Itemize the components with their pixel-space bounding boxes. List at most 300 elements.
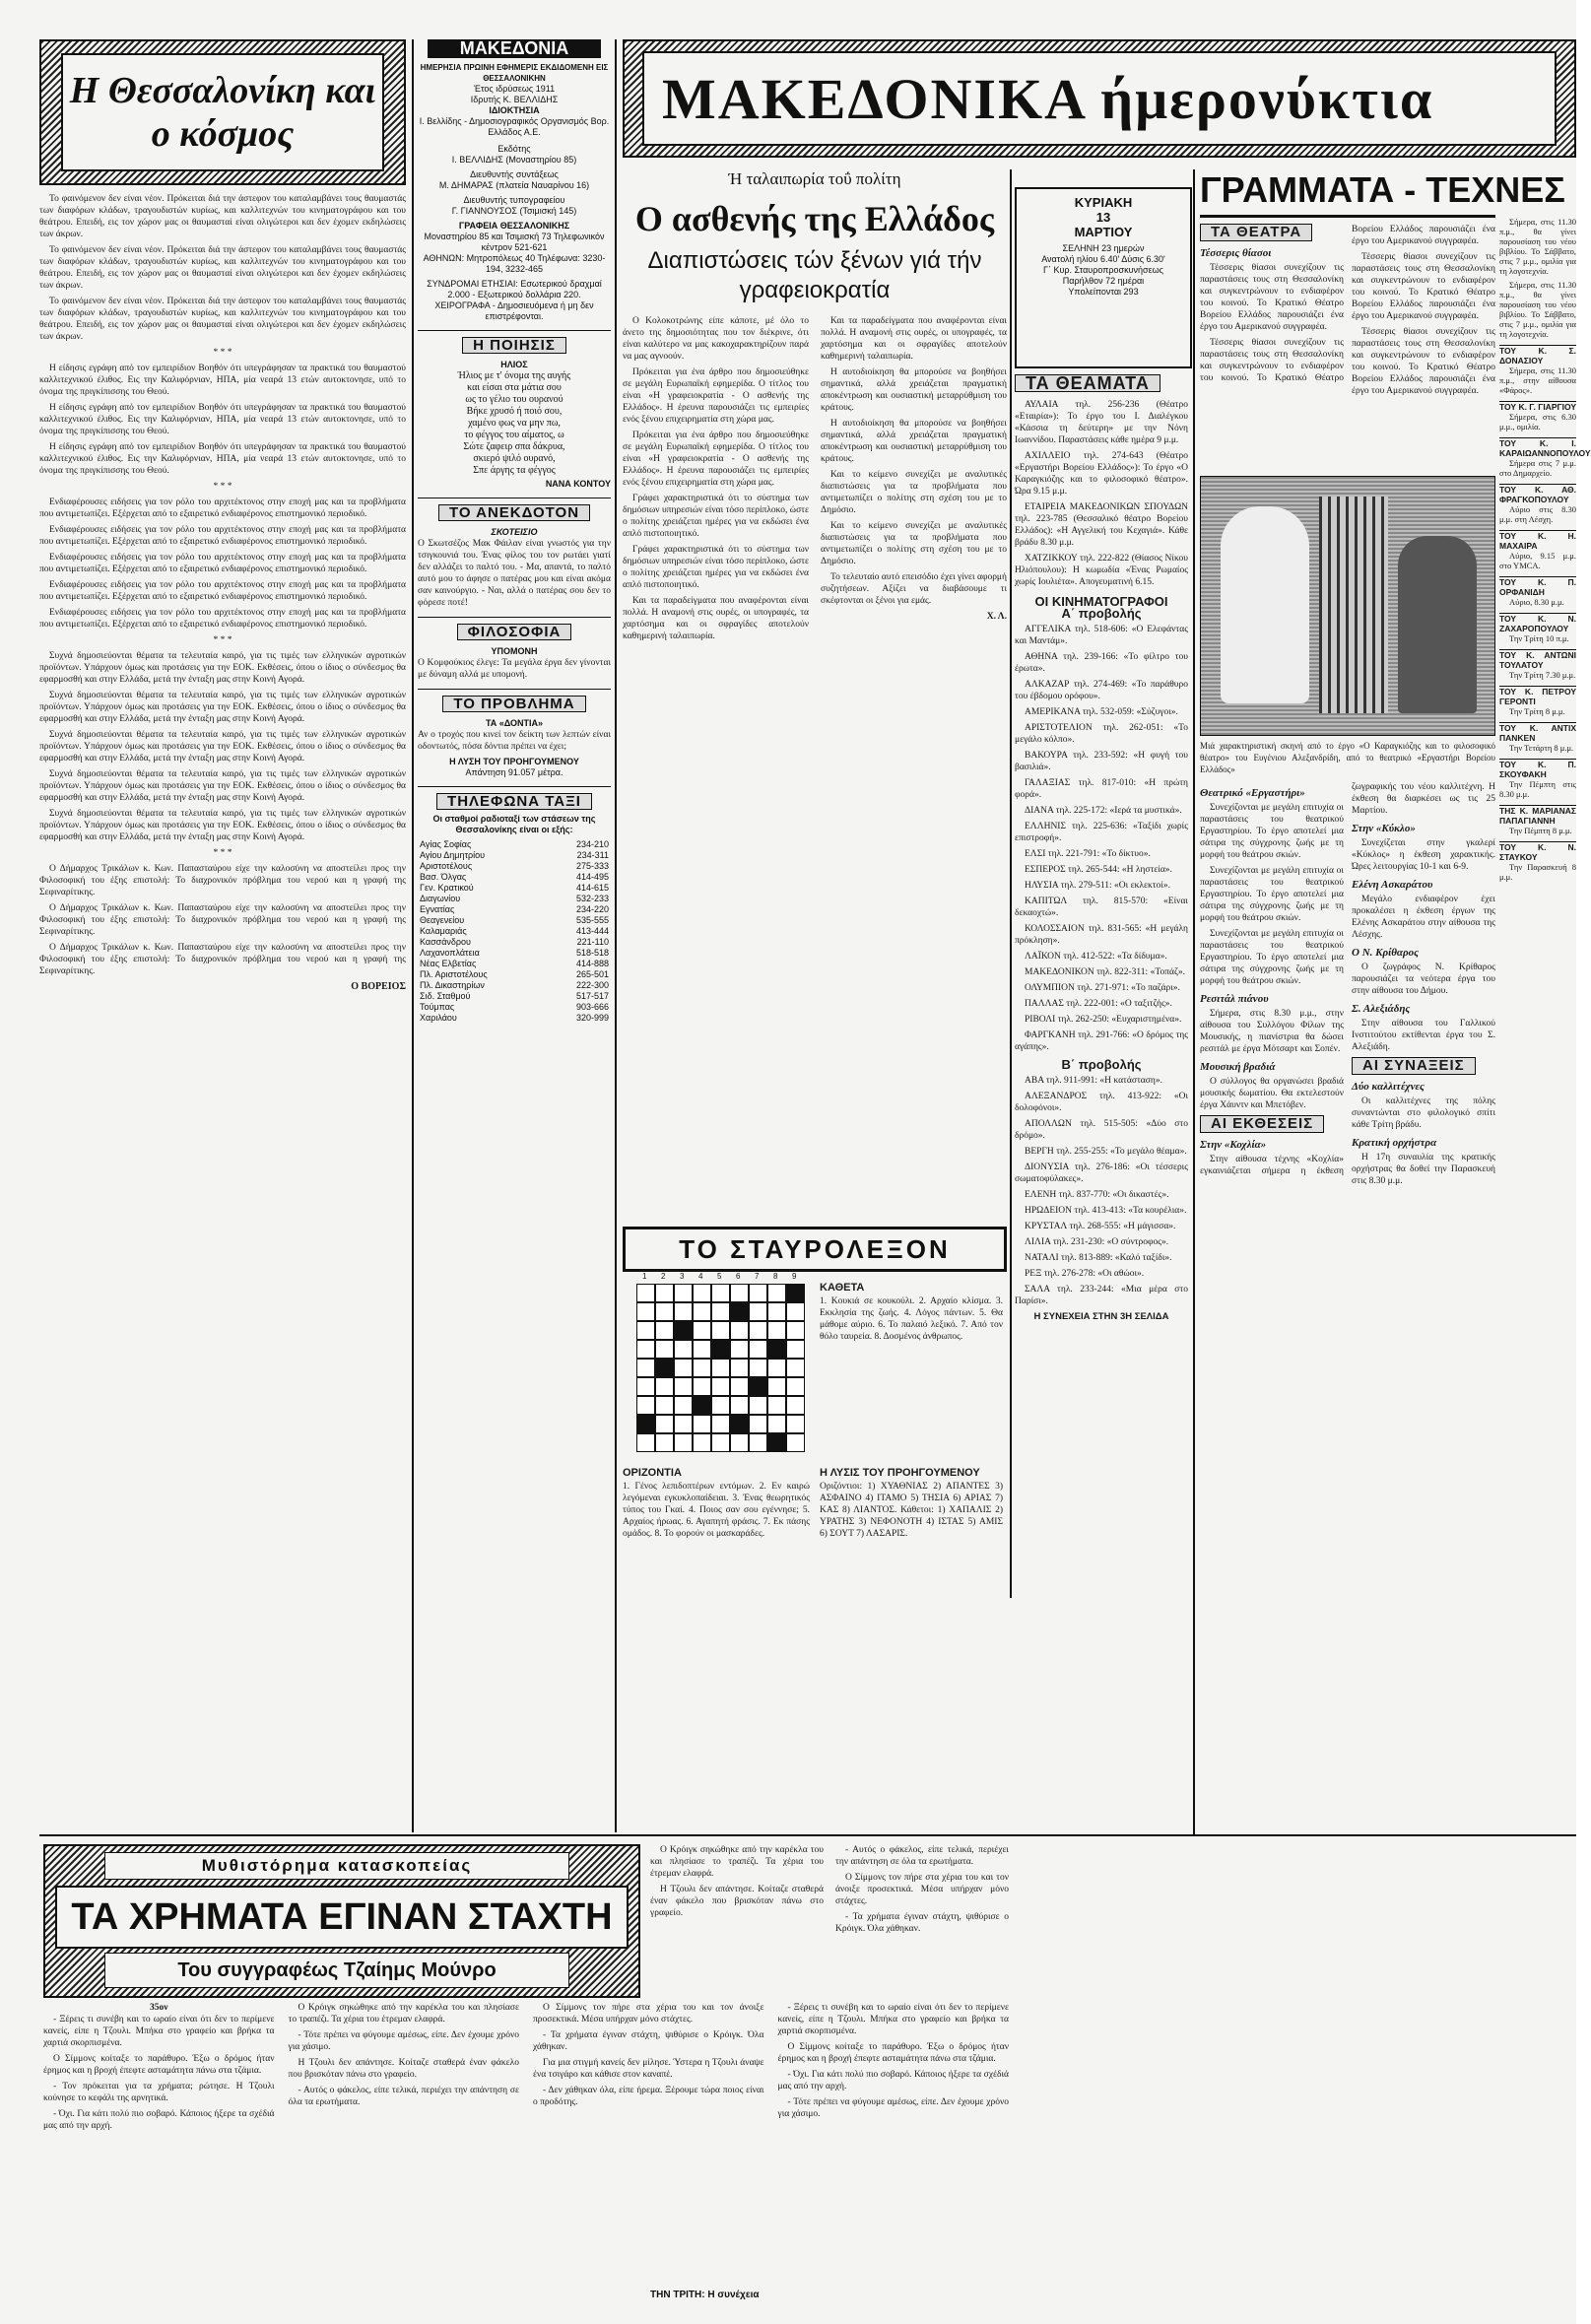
left-paragraph: Ο Δήμαρχος Τρικάλων κ. Κων. Παπασταύρου είχε την καλοσύνη να αποστείλει προς την Φιλοσοφική του έξης επιστολή: Το διαχρονικόν πρόβλημα του νερού και η γραφή της Σεφιναρίτικης.	[39, 903, 406, 937]
gath2-text: Η 17η συναυλία της κρατικής ορχήστρας θα δοθεί την Παρασκευή στις 8.30 μ.μ.	[1352, 1153, 1495, 1186]
feature-paragraph: Και τα παραδείγματα που αναφέρονται είναι πολλά. Η αναμονή στις ουρές, οι υπογραφές, τα χαρτόσημα και οι σφραγίδες αποτελούν καθημερινή ταλαιπωρία.	[821, 316, 1007, 362]
serial-paragraph: - Ξέρεις τι συνέβη και το ωραίο είναι ότι δεν το περίμενε κανείς, είπε η Τζουλι. Μπήκα στο γραφείο και βρήκα τα χαρτιά σκορπισμένα.	[777, 2003, 1009, 2036]
lecture-text: Αύριο, 9.15 μ.μ. στο ΥΜCA.	[1499, 551, 1576, 570]
cinema-entry: ΡΕΞ τηλ. 276-278: «Οι αθώοι».	[1025, 1269, 1145, 1279]
crossword-cell[interactable]	[693, 1359, 711, 1377]
phone-station: Εγνατίας	[420, 904, 455, 914]
crossword-cell[interactable]	[711, 1359, 730, 1377]
crossword-cell[interactable]	[693, 1284, 711, 1302]
crossword-cell[interactable]	[711, 1377, 730, 1396]
crossword-cell[interactable]	[711, 1433, 730, 1452]
phone-number: 234-210	[575, 839, 609, 849]
cinema-entry: ΕΛΣΙ τηλ. 221-791: «Το δίκτυο».	[1025, 849, 1151, 859]
crossword-cell[interactable]	[693, 1377, 711, 1396]
masthead-logo	[428, 39, 601, 58]
crossword-cell[interactable]	[636, 1284, 655, 1302]
serial-paragraph: Ο Σίμμονς κοίταξε το παράθυρο. Έξω ο δρόμος ήταν έρημος και η βροχή έπεφτε ασταμάτητα πάνω στα τζάμια.	[43, 2054, 275, 2076]
crossword-cell[interactable]	[655, 1284, 674, 1302]
feature-headline: Ο ασθενής της Ελλάδος	[634, 199, 995, 238]
crossword-cell[interactable]	[711, 1415, 730, 1433]
lecture-text: Σήμερα, στις 6.30 μ.μ., ομιλία.	[1499, 412, 1576, 432]
serial-paragraph: Ο Κρόιγκ σηκώθηκε από την καρέκλα του και πλησίασε το τραπέζι. Τα χέρια του έτρεμαν ελαφρά.	[650, 1845, 824, 1879]
crossword-cell[interactable]	[767, 1396, 786, 1415]
feature-paragraph: Η αυτοδιοίκηση θα μπορούσε να βοηθήσει σημαντικά, αλλά χρειάζεται πραγματική αποκέντρωση και ουσιαστική μεταρρύθμιση του κράτους.	[821, 367, 1007, 413]
crossword-cell[interactable]	[674, 1284, 693, 1302]
serial-title: ΤΑ ΧΡΗΜΑΤΑ ΕΓΙΝΑΝ ΣΤΑΧΤΗ	[71, 1895, 613, 1938]
across-title: ΟΡΙΖΟΝΤΙΑ	[623, 1467, 682, 1479]
phone-row	[418, 1013, 611, 1024]
gatherings-section: ΑΙ ΣΥΝΑΞΕΙΣ	[1352, 1057, 1476, 1075]
lecture-title: ΤΟΥ Κ. ΑΝΤΙΧ ΠΑΝΚΕΝ	[1499, 723, 1576, 743]
manuscripts: ΧΕΙΡΟΓΡΑΦΑ - Δημοσιευόμενα ή μη δεν επιστρέφονται.	[434, 300, 594, 321]
cinema-entry: ΗΡΩΔΕΙΟΝ τηλ. 413-413: «Τα κουρέλια».	[1025, 1206, 1187, 1216]
serial-paragraph: - Όχι. Για κάτι πολύ πιο σοβαρό. Κάποιος ήξερε τα σχέδιά μας από την αρχή.	[43, 2109, 275, 2131]
crossword-cell[interactable]	[767, 1415, 786, 1433]
lecture-title: ΤΗΣ Κ. ΜΑΡΙΑΝΑΣ ΠΑΠΑΓΙΑΝΝΗ	[1499, 806, 1576, 826]
crossword-cell[interactable]	[693, 1302, 711, 1321]
prev-solution-title: Η ΛΥΣΙΣ ΤΟΥ ΠΡΟΗΓΟΥΜΕΝΟΥ	[820, 1467, 980, 1479]
editor: Μ. ΔΗΜΑΡΑΣ (πλατεία Ναυαρίνου 16)	[438, 180, 590, 190]
cinema-entry: ΜΑΚΕΔΟΝΙΚΟΝ τηλ. 822-311: «Τοπάζ».	[1025, 967, 1186, 977]
anecdote-title: ΣΚΟΤΕΙΣΙΟ	[491, 527, 538, 537]
feature-paragraph: Και το κείμενο συνεχίζει με αναλυτικές διαπιστώσεις για τα προβλήματα που αντιμετωπίζει ο πολίτης στη σχέση του με το Δημόσιο.	[821, 470, 1007, 515]
cinema-entry: ΑΒΑ τηλ. 911-991: «Η κατάσταση».	[1025, 1076, 1162, 1086]
serial-paragraph: - Τον πρόκειται για τα χρήματα; ρώτησε. Η Τζουλι κούνησε το κεφάλι της αρνητικά.	[43, 2082, 275, 2103]
phone-station: Διαγωνίου	[420, 894, 461, 903]
philosophy-section: ΦΙΛΟΣΟΦΙΑ	[457, 624, 572, 640]
crossword-cell[interactable]	[693, 1340, 711, 1359]
crossword-cell[interactable]	[674, 1433, 693, 1452]
phone-row	[418, 969, 611, 980]
phone-station: Αριστοτέλους	[420, 861, 473, 871]
crossword-cell[interactable]	[674, 1359, 693, 1377]
crossword-cell[interactable]	[767, 1321, 786, 1340]
phone-number: 414-888	[575, 959, 609, 968]
cinema-entry: ΑΡΙΣΤΟΤΕΛΙΟΝ τηλ. 262-051: «Το μεγάλο κόλπο».	[1015, 723, 1188, 745]
crossword-cell[interactable]	[693, 1321, 711, 1340]
lecture-title: ΤΟΥ Κ. Γ. ΓΙΑΡΓΙΟΥ	[1499, 402, 1576, 412]
crossword-cell[interactable]	[655, 1396, 674, 1415]
feature-paragraph: Η αυτοδιοίκηση θα μπορούσε να βοηθήσει σημαντικά, αλλά χρειάζεται πραγματική αποκέντρωση και ουσιαστική μεταρρύθμιση του κράτους.	[821, 419, 1007, 464]
crossword-cell[interactable]	[786, 1359, 805, 1377]
phone-row	[418, 1002, 611, 1013]
phone-row	[418, 850, 611, 861]
left-paragraph: Συχνά δημοσιεύονται θέματα τα τελευταία καιρό, για τις τιμές των ελληνικών αγροτικών προϊόντων. Υπάρχουν όμως και προτάσεις για την ΕΟΚ. Εκθέσεις, όπου ο ίδιος ο σύνδεσμος θα εφαρμοσθή και στην Ελλάδα, μετά την ένταξη μας στην Κοινή Αγορά.	[39, 809, 406, 842]
exh4-title: Ο Ν. Κρίθαρος	[1352, 947, 1420, 959]
crossword-cell[interactable]	[674, 1396, 693, 1415]
cinema-entry: ΛΑΪΚΟΝ τηλ. 412-522: «Τα δίδυμα».	[1025, 952, 1167, 962]
serial-paragraph: - Τότε πρέπει να φύγουμε αμέσως, είπε. Δεν έχουμε χρόνο για χάσιμο.	[288, 2030, 519, 2052]
crossword-cell	[655, 1359, 674, 1377]
theaters-section: ΤΑ ΘΕΑΜΑΤΑ	[1015, 374, 1160, 392]
serial-paragraph: Ο Σίμμονς τον πήρε στα χέρια του και τον άνοιξε προσεκτικά. Μέσα υπήρχαν μόνο στάχτες.	[835, 1873, 1009, 1906]
serial-paragraph: - Τα χρήματα έγιναν στάχτη, ψιθύρισε ο Κρόιγκ. Όλα χάθηκαν.	[533, 2030, 764, 2052]
left-paragraph: Το φαινόμενον δεν είναι νέον. Πρόκειται διά την άστεφον του καταλαμβάνει τους θαυμαστάς των διαφόρων κλάδων, τραγουδιστών κυρίως, και καλλιτεχνών του κινηματογράφου και του θεάτρου. Επειδή, εις τον χώρον μας οι θαυμασταί είναι ολιγώτεροι και δεν έχομεν εκδηλώσεις των άκρων.	[39, 194, 406, 239]
cinema-entry: ΚΑΠΙΤΩΛ τηλ. 815-570: «Είναι δεκαοχτώ».	[1015, 896, 1188, 918]
print: Γ. ΓΙΑΝΝΟΥΣΟΣ (Τσιμισκή 145)	[451, 206, 577, 216]
feature-paragraph: Και το κείμενο συνεχίζει με αναλυτικές διαπιστώσεις για τα προβλήματα που αντιμετωπίζει ο πολίτης στη σχέση του με το Δημόσιο.	[821, 521, 1007, 566]
phone-number: 275-333	[575, 861, 609, 871]
lecture-title: ΤΟΥ Κ. Π. ΣΚΟΥΦΑΚΗ	[1499, 760, 1576, 779]
crossword-cell[interactable]	[749, 1433, 767, 1452]
phone-station: Χαριλάου	[420, 1013, 457, 1023]
lectures-list	[1499, 345, 1591, 882]
poem-line: Σπε άργης τα φέγγος	[473, 465, 556, 476]
left-paragraph: Συχνά δημοσιεύονται θέματα τα τελευταία καιρό, για τις τιμές των ελληνικών αγροτικών προϊόντων. Υπάρχουν όμως και προτάσεις για την ΕΟΚ. Εκθέσεις, όπου ο ίδιος ο σύνδεσμος θα εφαρμοσθή και στην Ελλάδα, μετά την ένταξη μας στην Κοινή Αγορά.	[39, 651, 406, 685]
serial-paragraph: - Αυτός ο φάκελος, είπε τελικά, περιέχει την απάντηση σε όλα τα ερωτήματα.	[835, 1845, 1009, 1867]
date-month: ΜΑΡΤΙΟΥ	[1074, 225, 1133, 239]
problem-text: Αν ο τροχός που κινεί τον δείκτη των λεπτών είναι οδοντωτός, πόσα δόντια πρέπει να έχει;	[418, 730, 611, 752]
crossword-cell[interactable]	[730, 1433, 749, 1452]
cinema-entry: ΛΙΛΙΑ τηλ. 231-230: «Ο σύντροφος».	[1025, 1237, 1169, 1247]
stage-photo	[1200, 476, 1495, 736]
crossword-cell[interactable]	[655, 1340, 674, 1359]
cinema-entry: ΒΕΡΓΗ τηλ. 255-255: «Το μεγάλο θέαμα».	[1025, 1147, 1187, 1157]
theatres-text: Τέσσερις θίασοι συνεχίζουν τις παραστάσεις τους στη Θεσσαλονίκη και συγκεντρώνουν το ενδιαφέρον του κοινού. Το Κρατικό Θέατρο Βορείου Ελλάδος παρουσιάζει ένα έργο του Αμερικανού συγγραφέα.	[1200, 225, 1495, 383]
crossword-cell[interactable]	[674, 1377, 693, 1396]
exh4-text: Ο ζωγράφος Ν. Κρίθαρος παρουσιάζει τα νεότερα έργα του στην αίθουσα του Δήμου.	[1352, 963, 1495, 996]
crossword-column-number: 4	[698, 1272, 703, 1281]
phone-number: 413-444	[575, 926, 609, 936]
crossword-cell[interactable]	[693, 1415, 711, 1433]
crossword-cell[interactable]	[655, 1377, 674, 1396]
far-right-column	[1499, 217, 1591, 1832]
theater-entry: ΧΑΤΖΙΚΚΟΥ τηλ. 222-822 (Θίασος Νίκου Ηλιόπουλου): Η κωμωδία «Ένας Ρωμαίος χωρίς Ιουλιέτα». Απογευματινή 6.15.	[1015, 554, 1188, 587]
cinema-entry: ΑΜΕΡΙΚΑΝΑ τηλ. 532-059: «Σύζυγοι».	[1025, 707, 1178, 717]
crossword-cell	[767, 1340, 786, 1359]
phones-table	[418, 839, 611, 1024]
crossword-cell[interactable]	[674, 1302, 693, 1321]
crossword-column-number: 7	[755, 1272, 760, 1281]
crossword-cell[interactable]	[730, 1321, 749, 1340]
serial-paragraph: Ο Σίμμονς τον πήρε στα χέρια του και τον άνοιξε προσεκτικά. Μέσα υπήρχαν μόνο στάχτες.	[533, 2003, 764, 2025]
lecture-text: Την Πέμπτη στις 8.30 μ.μ.	[1499, 779, 1576, 799]
crossword-cell[interactable]	[767, 1359, 786, 1377]
left-paragraph: Συχνά δημοσιεύονται θέματα τα τελευταία καιρό, για τις τιμές των ελληνικών αγροτικών προϊόντων. Υπάρχουν όμως και προτάσεις για την ΕΟΚ. Εκθέσεις, όπου ο ίδιος ο σύνδεσμος θα εφαρμοσθή και στην Ελλάδα, μετά την ένταξη μας στην Κοινή Αγορά.	[39, 769, 406, 803]
serial-paragraph: Η Τζουλι δεν απάντησε. Κοίταζε σταθερά έναν φάκελο που βρισκόταν πάνω στο γραφείο.	[288, 2058, 519, 2080]
left-paragraph: Η είδησις εγράφη από τον εμπειρίδιον Βοηθόν ότι υπεγράφησαν τα πρακτικά του θαυμαστού καλλιτεχνικού έλιθος. Εις την Καλιφόρνιαν, ΗΠΑ, μία νεαρά 13 ετών αυτοκτονησε, υπό το όνομα της πριγκίπισσης του Θεού.	[39, 403, 406, 436]
prev-solution: Οριζόντιοι: 1) ΧΥΑΘΝΙΑΣ 2) ΑΠΑΝΤΕΣ 3) ΑΣΦΑΙΝΟ 4) ΙΤΑΜΟ 5) ΤΗΣΙΑ 6) ΑΡΙΑΣ 7) ΚΑΣ 8) ΛΙΑΝΤΟΣ. Κάθετοι: 1) ΧΑΠΑΛΙΣ 2) ΥΡΑΤΗΣ 3) ΝΕΦΟΝΟΤΗ 4) ΙΣΤΑΣ 5) ΑΜΙΣ 6) ΣΟΥΤ 7) ΛΑΣΑΡΙΣ.	[820, 1482, 1003, 1539]
serial-paragraph: Για μια στιγμή κανείς δεν μίλησε. Ύστερα η Τζουλι άναψε ένα τσιγάρο και κάθισε στον καναπέ.	[533, 2058, 764, 2080]
exh2-title: Στην «Κύκλο»	[1352, 823, 1416, 834]
crossword-cell[interactable]	[655, 1415, 674, 1433]
far-right-text: Σήμερα, στις 11.30 π.μ., θα γίνει παρουσίαση του νέου βιβλίου. Το Σάββατο, στις 7 μ.μ., ομιλία για τη λογοτεχνία.	[1499, 217, 1576, 276]
second-run-title: Β΄ προβολής	[1061, 1057, 1142, 1072]
theatres-sub: Τέσσερις θίασοι	[1200, 247, 1272, 259]
crossword-cell[interactable]	[786, 1433, 805, 1452]
continue-note: Η ΣΥΝΕΧΕΙΑ ΣΤΗΝ 3Η ΣΕΛΙΔΑ	[1033, 1311, 1169, 1322]
phone-station: Σιδ. Σταθμού	[420, 991, 471, 1001]
photo-caption: Μιά χαρακτηριστική σκηνή από το έργο «Ο Καραγκιόζης και το φιλοσοφικό θέατρο» του Ευγένιου Αλεξανδρίδη, από το θεατρικό «Εργαστήρι Βορείου Ελλάδος»	[1200, 741, 1495, 774]
subscriptions: ΣΥΝΔΡΟΜΑΙ ΕΤΗΣΙΑΙ: Εσωτερικού δραχμαί 2.000 - Εξωτερικού δολλάρια 220.	[427, 279, 602, 299]
serial-paragraph: - Αυτός ο φάκελος, είπε τελικά, περιέχει την απάντηση σε όλα τα ερωτήματα.	[288, 2086, 519, 2107]
crossword-cell[interactable]	[749, 1321, 767, 1340]
date-box	[1015, 187, 1192, 368]
crossword-cell[interactable]	[655, 1302, 674, 1321]
exh2-text: Συνεχίζεται στην γκαλερί «Κύκλος» η έκθεση χαρακτικής. Ώρες λειτουργίας 10-1 και 6-9.	[1352, 838, 1495, 872]
exh5-title: Σ. Αλεξιάδης	[1352, 1003, 1411, 1015]
crossword-cell[interactable]	[674, 1415, 693, 1433]
feature-paragraph: Το τελευταίο αυτό επεισόδιο έχει γίνει αφορμή συζητήσεων. Αξίζει να διαβάσουμε τι σκέφτονται οι ξένοι για εμάς.	[821, 572, 1007, 606]
crossword-cell[interactable]	[786, 1340, 805, 1359]
serial-byline: Του συγγραφέως Τζαίημς Μούνρο	[177, 1959, 497, 1981]
lecture-text: Αύριο στις 8.30 μ.μ. στη Λέσχη.	[1499, 504, 1576, 524]
phone-number: 535-555	[575, 915, 609, 925]
crossword-cell[interactable]	[636, 1359, 655, 1377]
phone-station: Γεν. Κρατικού	[420, 883, 474, 893]
phone-station: Λαχανοπλάτεια	[420, 948, 480, 958]
date-day: ΚΥΡΙΑΚΗ	[1074, 195, 1133, 210]
cinema-entry: ΑΠΟΛΛΩΝ τηλ. 515-505: «Δύο στο δρόμο».	[1015, 1119, 1188, 1141]
crossword-cell[interactable]	[674, 1340, 693, 1359]
cinema-entry: ΔΙΟΝΥΣΙΑ τηλ. 276-186: «Οι τέσσερις σωματοφύλακες».	[1015, 1162, 1188, 1184]
crossword-cell[interactable]	[749, 1340, 767, 1359]
main-header	[623, 39, 1576, 158]
feature-paragraph: Γράφει χαρακτηριστικά ότι το σύστημα των δημόσιων υπηρεσιών είναι τόσο περίπλοκο, ώστε ο πολίτης χρειάζεται ημέρες για να εκδώσει ένα απλό πιστοποιητικό.	[623, 545, 809, 590]
crossword-cell	[693, 1396, 711, 1415]
cinema-entry: ΑΛΚΑΖΑΡ τηλ. 274-469: «Το παράθυρο του έβδομου ορόφου».	[1015, 680, 1188, 701]
crossword-cell[interactable]	[786, 1302, 805, 1321]
phone-row	[418, 894, 611, 904]
poem-line: το φέγγος του αίματος, ω	[464, 430, 564, 440]
days-remain: Υπολείπονται 293	[1068, 287, 1139, 297]
crossword-cell	[711, 1340, 730, 1359]
serial-paragraph: - Όχι. Για κάτι πολύ πιο σοβαρό. Κάποιος ήξερε τα σχέδιά μας από την αρχή.	[777, 2070, 1009, 2092]
phone-number: 234-220	[575, 904, 609, 914]
print-label: Διευθυντής τυπογραφείου	[463, 195, 565, 205]
gath2-title: Κρατική ορχήστρα	[1352, 1137, 1437, 1149]
left-paragraph: Η είδησις εγράφη από τον εμπειρίδιον Βοηθόν ότι υπεγράφησαν τα πρακτικά του θαυμαστού καλλιτεχνικού έλιθος. Εις την Καλιφόρνιαν, ΗΠΑ, μία νεαρά 13 ετών αυτοκτονησε, υπό το όνομα της πριγκίπισσης του Θεού.	[39, 442, 406, 476]
left-header	[39, 39, 406, 185]
music-title: Μουσική βραδιά	[1200, 1061, 1276, 1073]
serial-label: Μυθιστόρημα κατασκοπείας	[201, 1856, 473, 1875]
feature-paragraph: Ο Κολοκοτρώνης είπε κάποτε, μέ όλο το άνετο της δημοσιότητας που τον διέκρινε, ότι είναι καλύτερο να μας κακοχαρακτηρίζουν παρά να μας αγνοούν.	[623, 316, 809, 362]
serial-paragraph: - Ξέρεις τι συνέβη και το ωραίο είναι ότι δεν το περίμενε κανείς, είπε η Τζουλι. Μπήκα στο γραφείο και βρήκα τα χαρτιά σκορπισμένα.	[43, 2015, 275, 2048]
serial-continued: ΤΗΝ ΤΡΙΤΗ: Η συνέχεια	[650, 2290, 760, 2300]
serial-paragraph: Η Τζουλι δεν απάντησε. Κοίταζε σταθερά έναν φάκελο που βρισκόταν πάνω στο γραφείο.	[650, 1885, 824, 1918]
cinema-entry: ΑΛΕΞΑΝΔΡΟΣ τηλ. 413-922: «Οι δολοφόνοι».	[1015, 1092, 1188, 1113]
phone-station: Νέας Ελβετίας	[420, 959, 477, 968]
crossword-cell[interactable]	[636, 1377, 655, 1396]
phone-row	[418, 872, 611, 883]
lecture-title: ΤΟΥ Κ. Π. ΟΡΦΑΝΙΔΗ	[1499, 577, 1576, 597]
phone-row	[418, 980, 611, 991]
offices-title: ΓΡΑΦΕΙΑ ΘΕΣΣΑΛΟΝΙΚΗΣ	[458, 221, 570, 231]
poem-author: ΝΑΝΑ ΚΟΝΤΟΥ	[545, 479, 611, 489]
lecture-text: Αύριο, 8.30 μ.μ.	[1509, 597, 1564, 607]
saint: Γ΄ Κυρ. Σταυροπροσκυνήσεως	[1043, 265, 1163, 275]
exh3-text: Μεγάλο ενδιαφέρον έχει προκαλέσει η έκθεση έργων της Ελένης Ασκαράτου στην αίθουσα της Λέσχης.	[1352, 895, 1495, 940]
crossword-cell[interactable]	[749, 1284, 767, 1302]
phones-section: ΤΗΛΕΦΩΝΑ ΤΑΞΙ	[436, 793, 592, 810]
lecture-title: ΤΟΥ Κ. Ι. ΚΑΡΑΙΩΑΝΝΟΠΟΥΛΟΥ	[1499, 438, 1591, 458]
phone-row	[418, 948, 611, 959]
cinema-entry: ΑΘΗΝΑ τηλ. 239-166: «Το φίλτρο του έρωτα».	[1015, 652, 1188, 674]
masthead-column	[418, 39, 611, 1586]
crossword-cell[interactable]	[711, 1321, 730, 1340]
crossword-cell[interactable]	[636, 1340, 655, 1359]
crossword-cell[interactable]	[636, 1396, 655, 1415]
masthead-tagline: ΗΜΕΡΗΣΙΑ ΠΡΩΙΝΗ ΕΦΗΜΕΡΙΣ ΕΚΔΙΔΟΜΕΝΗ ΕΙΣ ΘΕΣΣΑΛΟΝΙΚΗΝ	[420, 63, 609, 83]
crossword-cell[interactable]	[636, 1302, 655, 1321]
poem-line: ως το γέλιο του ουρανού	[465, 394, 563, 405]
lecture-text: Την Πέμπτη 8 μ.μ.	[1509, 826, 1572, 835]
lecture-text: Σήμερα στις 7 μ.μ. στο Δημαρχείο.	[1499, 458, 1576, 478]
crossword-cell[interactable]	[730, 1377, 749, 1396]
crossword-cell[interactable]	[767, 1302, 786, 1321]
masthead-founded: Έτος ιδρύσεως 1911	[473, 84, 556, 94]
crossword-cell[interactable]	[786, 1377, 805, 1396]
athens: ΑΘΗΝΩΝ: Μητροπόλεως 40 Τηλέφωνα: 3230-194, 3232-465	[423, 253, 606, 274]
anecdote-text: Ο Σκωτσέζος Μακ Φάιλαν είναι γνωστός για την τσιγκουνιά του. Ένας φίλος του τον ρωτάει γιατί δεν αλλάζει το παλτό του. - Μα, απαντά, το παλτό αυτό μου το άφησε ο πατέρας μου και είναι ακόμα σαν καινούργιο. - Ναι, αλλά ο πατέρας σου δεν το φόρεσε ποτέ!	[418, 539, 611, 608]
workshop-text: Συνεχίζονται με μεγάλη επιτυχία οι παραστάσεις του θεατρικού Εργαστηρίου. Το έργο αποτελεί μια σάτιρα της σύγχρονης ζωής με τη μορφή του θεάτρου σκιών.	[1200, 803, 1344, 860]
crossword-cell[interactable]	[786, 1396, 805, 1415]
phone-row	[418, 904, 611, 915]
cinema-entry: ΔΙΑΝΑ τηλ. 225-172: «Ιερά τα μυστικά».	[1025, 806, 1182, 816]
crossword-cell[interactable]	[730, 1396, 749, 1415]
crossword-cell	[636, 1415, 655, 1433]
down-title: ΚΑΘΕΤΑ	[820, 1282, 865, 1294]
phone-station: Τούμπας	[420, 1002, 455, 1012]
phones-intro: Οι σταθμοί ραδιοταξί των στάσεων της Θεσσαλονίκης είναι οι εξής:	[432, 814, 596, 834]
cinema-entry: ΣΑΛΑ τηλ. 233-244: «Μια μέρα στο Παρίσι».	[1015, 1285, 1188, 1306]
shows-column	[1015, 374, 1188, 1823]
gath1-text: Οι καλλιτέχνες της πόλης συναντώνται στο φιλολογικό σπίτι κάθε Τρίτη βράδυ.	[1352, 1096, 1495, 1130]
first-run-title: Α΄ προβολής	[1061, 606, 1142, 621]
phone-row	[418, 937, 611, 948]
theatres-text: Τέσσερις θίασοι συνεχίζουν τις παραστάσεις τους στη Θεσσαλονίκη και συγκεντρώνουν το ενδιαφέρον του κοινού. Το Κρατικό Θέατρο Βορείου Ελλάδος παρουσιάζει ένα έργο του Αμερικανού συγγραφέα.	[1352, 327, 1495, 396]
serial-paragraph: - Δεν χάθηκαν όλα, είπε ήρεμα. Ξέρουμε τώρα ποιος είναι ο προδότης.	[533, 2086, 764, 2107]
exh1-text: Στην αίθουσα τέχνης «Κοχλία» εγκαινιάζεται σήμερα η έκθεση ζωγραφικής του νέου καλλιτέχνη. Η έκθεση θα διαρκέσει ως τις 25 Μαρτίου.	[1200, 782, 1495, 1176]
crossword-cell[interactable]	[786, 1415, 805, 1433]
poetry-section: Η ΠΟΙΗΣΙΣ	[462, 337, 566, 354]
cinemas-second-run	[1015, 1075, 1188, 1307]
crossword-cell[interactable]	[636, 1321, 655, 1340]
phone-number: 903-666	[575, 1002, 609, 1012]
workshop-title: Θεατρικό «Εργαστήρι»	[1200, 787, 1305, 799]
music-text: Ο σύλλογος θα οργανώσει βραδιά μουσικής δωματίου. Θα εκτελεστούν έργα Χάυντν και Μπετόβεν.	[1200, 1077, 1344, 1110]
crossword-cell[interactable]	[749, 1359, 767, 1377]
poem-line: Σώτε ζαφειρ σπα δάκρυα,	[463, 441, 565, 452]
cinema-entry: ΦΑΡΓΚΑΝΗ τηλ. 291-766: «Ο δρόμος της αγάπης».	[1015, 1030, 1188, 1052]
main-header-title: ΜΑΚΕΔΟΝΙΚΑ ήμερονύκτια	[662, 66, 1434, 131]
crossword	[623, 1227, 1007, 1593]
workshop-text: Συνεχίζονται με μεγάλη επιτυχία οι παραστάσεις του θεατρικού Εργαστηρίου. Το έργο αποτελεί μια σάτιρα της σύγχρονης ζωής με τη μορφή του θεάτρου σκιών.	[1200, 929, 1344, 986]
feature-paragraph: Πρόκειται για ένα άρθρο που δημοσιεύθηκε σε μεγάλη Ευρωπαϊκή εφημερίδα. Ο τίτλος του είναι «Η γραφειοκρατία - Ο ασθενής της Ελλάδος». Η έρευνα παρουσιάζει τις εμπειρίες ενός ξένου επιχειρηματία στη χώρα μας.	[623, 367, 809, 425]
crossword-cell[interactable]	[693, 1433, 711, 1452]
crossword-cell[interactable]	[730, 1359, 749, 1377]
lecture-text: Την Τρίτη 8 μ.μ.	[1509, 706, 1565, 716]
phone-number: 532-233	[575, 894, 609, 903]
crossword-cell[interactable]	[655, 1433, 674, 1452]
feature-kicker: Ή ταλαιπωρία τοΰ πολίτη	[728, 169, 901, 188]
crossword-cell	[749, 1377, 767, 1396]
left-paragraph: Η είδησις εγράφη από τον εμπειρίδιον Βοηθόν ότι υπεγράφησαν τα πρακτικά του θαυμαστού καλλιτεχνικού έλιθος. Εις την Καλιφόρνιαν, ΗΠΑ, μία νεαρά 13 ετών αυτοκτονησε, υπό το όνομα της πριγκίπισσης του Θεού.	[39, 364, 406, 397]
crossword-cell[interactable]	[749, 1396, 767, 1415]
poem-title: ΗΛΙΟΣ	[500, 360, 528, 369]
phone-station: Κασσάνδρου	[420, 937, 471, 947]
crossword-numbers	[636, 1272, 824, 1284]
crossword-cell[interactable]	[786, 1321, 805, 1340]
philosophy-title: ΥΠΟΜΟΝΗ	[491, 646, 538, 656]
crossword-cell	[786, 1284, 805, 1302]
crossword-cell[interactable]	[767, 1377, 786, 1396]
lecture-text: Σήμερα, στις 11.30 π.μ., στην αίθουσα «Φάρος».	[1499, 365, 1576, 395]
left-paragraph: Ενδιαφέρουσες ειδήσεις για τον ρόλο του αρχιτέκτονος στην εποχή μας και τα προβλήματα που αντιμετωπίζει. Εξέρχεται από το εξαιρετικό ενδιαφέρονος επιστημονικό περιοδικό.	[39, 525, 406, 547]
phone-station: Θεαγενείου	[420, 915, 465, 925]
crossword-cell[interactable]	[711, 1302, 730, 1321]
serial-text-right	[650, 1844, 1009, 1992]
cinema-entry: ΒΑΚΟΥΡΑ τηλ. 233-592: «Η φυγή του βασιλιά».	[1015, 751, 1188, 772]
phone-number: 518-518	[575, 948, 609, 958]
cinema-entry: ΑΓΓΕΛΙΚΑ τηλ. 518-606: «Ο Ελεφάντας και Μαντάμ».	[1015, 625, 1188, 646]
serial-paragraph: - Τότε πρέπει να φύγουμε αμέσως, είπε. Δεν έχουμε χρόνο για χάσιμο.	[777, 2097, 1009, 2119]
cinema-entry: ΕΣΠΕΡΟΣ τηλ. 265-544: «Η ληστεία».	[1025, 865, 1172, 875]
lecture-title: ΤΟΥ Κ. ΑΘ. ΦΡΑΓΚΟΠΟΥΛΟΥ	[1499, 485, 1576, 504]
feature-article	[623, 169, 1007, 1224]
phone-row	[418, 991, 611, 1002]
serial-paragraph: Ο Κρόιγκ σηκώθηκε από την καρέκλα του και πλησίασε το τραπέζι. Τα χέρια του έτρεμαν ελαφρά.	[288, 2003, 519, 2025]
crossword-cell[interactable]	[749, 1415, 767, 1433]
left-paragraph: Ενδιαφέρουσες ειδήσεις για τον ρόλο του αρχιτέκτονος στην εποχή μας και τα προβλήματα που αντιμετωπίζει. Εξέρχεται από το εξαιρετικό ενδιαφέρονος επιστημονικό περιοδικό.	[39, 608, 406, 630]
crossword-cell[interactable]	[730, 1340, 749, 1359]
phone-number: 265-501	[575, 969, 609, 979]
lecture-title: ΤΟΥ Κ. ΑΝΤΩΝΙ ΤΟΥΛΑΤΟΥ	[1499, 650, 1576, 670]
exhibitions-section: ΑΙ ΕΚΘΕΣΕΙΣ	[1200, 1115, 1324, 1133]
left-article: Το φαινόμενον δεν είναι νέον. Πρόκειται διά την άστεφον του καταλαμβάνει τους θαυμαστάς των διαφόρων κλάδων, τραγουδιστών κυρίως, και καλλιτεχνών του κινηματογράφου και του θεάτρου. Επειδή, εις τον χώρον μας οι θαυμασταί είναι ολιγώτεροι και δεν έχομεν εκδηλώσεις των άκρων. Το φαινόμενον δεν είναι νέον. Πρόκειται διά την άστεφον του καταλαμβάνει τους θαυμαστάς των διαφόρων κλάδων, τραγουδιστών κυρίως, και καλλιτεχνών του κινηματογράφου και του θεάτρου. Επειδή, εις τον χώρον μας οι θαυμασταί είναι ολιγώτεροι και δεν έχομεν εκδηλώσεις των άκρων. Το φαινόμενον δεν είναι νέον. Πρόκειται διά την άστεφον του καταλαμβάνει τους θαυμαστάς των διαφόρων κλάδων, τραγουδιστών κυρίως, και καλλιτεχνών του κινηματογράφου και του θεάτρου. Επειδή, εις τον χώρον μας οι θαυμασταί είναι ολιγώτεροι και δεν έχομεν εκδηλώσεις των άκρων. * * * Η είδησις εγράφη από τον εμπειρίδιον Βοηθόν ότι υπεγράφησαν τα πρακτικά του θαυμαστού καλλιτεχνικού έλιθος. Εις την Καλιφόρνιαν, ΗΠΑ, μία νεαρά 13 ετών αυτοκτονησε, υπό το όνομα της πριγκίπισσης του Θεού. Η είδησις εγράφη από τον εμπειρίδιον Βοηθόν ότι υπεγράφησαν τα πρακτικά του θαυμαστού καλλιτεχνικού έλιθος. Εις την Καλιφόρνιαν, ΗΠΑ, μία νεαρά 13 ετών αυτοκτονησε, υπό το όνομα της πριγκίπισσης του Θεού. Η είδησις εγράφη από τον εμπειρίδιον Βοηθόν ότι υπεγράφησαν τα πρακτικά του θαυμαστού καλλιτεχνικού έλιθος. Εις την Καλιφόρνιαν, ΗΠΑ, μία νεαρά 13 ετών αυτοκτονησε, υπό το όνομα της πριγκίπισσης του Θεού. * * * Ενδιαφέρουσες ειδήσεις για τον ρόλο του αρχιτέκτονος στην εποχή μας και τα προβλήματα που αντιμετωπίζει. Εξέρχεται από το εξαιρετικό ενδιαφέρονος επιστημονικό περιοδικό. Ενδιαφέρουσες ειδήσεις για τον ρόλο του αρχιτέκτονος στην εποχή μας και τα προβλήματα που αντιμετωπίζει. Εξέρχεται από το εξαιρετικό ενδιαφέρονος επιστημονικό περιοδικό. Ενδιαφέρουσες ειδήσεις για τον ρόλο του αρχιτέκτονος στην εποχή μας και τα προβλήματα που αντιμετωπίζει. Εξέρχεται από το εξαιρετικό ενδιαφέρονος επιστημονικό περιοδικό. Ενδιαφέρουσες ειδήσεις για τον ρόλο του αρχιτέκτονος στην εποχή μας και τα προβλήματα που αντιμετωπίζει. Εξέρχεται από το εξαιρετικό ενδιαφέρονος επιστημονικό περιοδικό. Ενδιαφέρουσες ειδήσεις για τον ρόλο του αρχιτέκτονος στην εποχή μας και τα προβλήματα που αντιμετωπίζει. Εξέρχεται από το εξαιρετικό ενδιαφέρονος επιστημονικό περιοδικό. * * * Συχνά δημοσιεύονται θέματα τα τελευταία καιρό, για τις τιμές των ελληνικών αγροτικών προϊόντων. Υπάρχουν όμως και προτάσεις για την ΕΟΚ. Εκθέσεις, όπου ο ίδιος ο σύνδεσμος θα εφαρμοσθή και στην Ελλάδα, μετά την ένταξη μας στην Κοινή Αγορά. Συχνά δημοσιεύονται θέματα τα τελευταία καιρό, για τις τιμές των ελληνικών αγροτικών προϊόντων. Υπάρχουν όμως και προτάσεις για την ΕΟΚ. Εκθέσεις, όπου ο ίδιος ο σύνδεσμος θα εφαρμοσθή και στην Ελλάδα, μετά την ένταξη μας στην Κοινή Αγορά. Συχνά δημοσιεύονται θέματα τα τελευταία καιρό, για τις τιμές των ελληνικών αγροτικών προϊόντων. Υπάρχουν όμως και προτάσεις για την ΕΟΚ. Εκθέσεις, όπου ο ίδιος ο σύνδεσμος θα εφαρμοσθή και στην Ελλάδα, μετά την ένταξη μας στην Κοινή Αγορά. Συχνά δημοσιεύονται θέματα τα τελευταία καιρό, για τις τιμές των ελληνικών αγροτικών προϊόντων. Υπάρχουν όμως και προτάσεις για την ΕΟΚ. Εκθέσεις, όπου ο ίδιος ο σύνδεσμος θα εφαρμοσθή και στην Ελλάδα, μετά την ένταξη μας στην Κοινή Αγορά. Συχνά δημοσιεύονται θέματα τα τελευταία καιρό, για τις τιμές των ελληνικών αγροτικών προϊόντων. Υπάρχουν όμως και προτάσεις για την ΕΟΚ. Εκθέσεις, όπου ο ίδιος ο σύνδεσμος θα εφαρμοσθή και στην Ελλάδα, μετά την ένταξη μας στην Κοινή Αγορά. * * * Ο Δήμαρχος Τρικάλων κ. Κων. Παπασταύρου είχε την καλοσύνη να αποστείλει προς την Φιλοσοφική του έξης επιστολή: Το διαχρονικόν πρόβλημα του νερού και η γραφή της Σεφιναρίτικης. Ο Δήμαρχος Τρικάλων κ. Κων. Παπασταύρου είχε την καλοσύνη να αποστείλει προς την Φιλοσοφική του έξης επιστολή: Το διαχρονικόν πρόβλημα του νερού και η γραφή της Σεφιναρίτικης. Ο Δήμαρχος Τρικάλων κ. Κων. Παπασταύρου είχε την καλοσύνη να αποστείλει προς την Φιλοσοφική του έξης επιστολή: Το διαχρονικόν πρόβλημα του νερού και η γραφή της Σεφιναρίτικης. Ο ΒΟΡΕΙΟΣ	[39, 194, 406, 992]
publisher-label: Εκδότης	[497, 144, 531, 154]
lecture-text: Την Παρασκευή 8 μ.μ.	[1499, 862, 1576, 882]
theatres-section: ΤΑ ΘΕΑΤΡΑ	[1200, 224, 1312, 241]
crossword-cell[interactable]	[711, 1284, 730, 1302]
crossword-cell[interactable]	[730, 1284, 749, 1302]
crossword-column-number: 8	[773, 1272, 778, 1281]
crossword-cell[interactable]	[636, 1433, 655, 1452]
crossword-cell[interactable]	[767, 1284, 786, 1302]
feature-paragraph: Πρόκειται για ένα άρθρο που δημοσιεύθηκε σε μεγάλη Ευρωπαϊκή εφημερίδα. Ο τίτλος του είναι «Η γραφειοκρατία - Ο ασθενής της Ελλάδος». Η έρευνα παρουσιάζει τις εμπειρίες ενός ξένου επιχειρηματία στη χώρα μας.	[623, 431, 809, 488]
left-paragraph: Το φαινόμενον δεν είναι νέον. Πρόκειται διά την άστεφον του καταλαμβάνει τους θαυμαστάς των διαφόρων κλάδων, τραγουδιστών κυρίως, και καλλιτεχνών του κινηματογράφου και του θεάτρου. Επειδή, εις τον χώρον μας οι θαυμασταί είναι ολιγώτεροι και δεν έχομεν εκδηλώσεις των άκρων.	[39, 245, 406, 291]
cinema-entry: ΕΛΛΗΝΙΣ τηλ. 225-636: «Ταξίδι χωρίς επιστροφή».	[1015, 822, 1188, 843]
poem-line: Βήκε χρυσό ή ποιό σου,	[466, 406, 563, 417]
exh3-title: Ελένη Ασκαράτου	[1352, 879, 1433, 891]
phone-station: Αγίας Σοφίας	[420, 839, 472, 849]
feature-paragraph: Γράφει χαρακτηριστικά ότι το σύστημα των δημόσιων υπηρεσιών είναι τόσο περίπλοκο, ώστε ο πολίτης χρειάζεται ημέρες για να εκδώσει ένα απλό πιστοποιητικό.	[623, 494, 809, 539]
lecture-title: ΤΟΥ Κ. Η. ΜΑΧΑΙΡΑ	[1499, 531, 1576, 551]
crossword-cell[interactable]	[749, 1302, 767, 1321]
crossword-column-number: 2	[661, 1272, 666, 1281]
phone-number: 222-300	[575, 980, 609, 990]
crossword-column-number: 6	[736, 1272, 741, 1281]
left-paragraph: Συχνά δημοσιεύονται θέματα τα τελευταία καιρό, για τις τιμές των ελληνικών αγροτικών προϊόντων. Υπάρχουν όμως και προτάσεις για την ΕΟΚ. Εκθέσεις, όπου ο ίδιος ο σύνδεσμος θα εφαρμοσθή και στην Ελλάδα, μετά την ένταξη μας στην Κοινή Αγορά.	[39, 691, 406, 724]
theater-entry: ΕΤΑΙΡΕΙΑ ΜΑΚΕΔΟΝΙΚΩΝ ΣΠΟΥΔΩΝ τηλ. 223-785 (Θεσσαλικό θέατρο Βορείου Ελλάδος): «Η Αγγελική του Κεχαγιά». Κάθε βράδυ 8.30 μ.μ.	[1015, 502, 1188, 548]
crossword-cell	[730, 1302, 749, 1321]
crossword-column-number: 1	[642, 1272, 647, 1281]
problem-section: ΤΟ ΠΡΟΒΛΗΜΑ	[442, 696, 585, 712]
lecture-title: ΤΟΥ Κ. Ν. ΖΑΧΑΡΟΠΟΥΛΟΥ	[1499, 614, 1576, 633]
anecdote-section: ΤΟ ΑΝΕΚΔΟΤΟΝ	[438, 504, 590, 521]
phone-station: Πλ. Δικαστηρίων	[420, 980, 485, 990]
crossword-cell[interactable]	[711, 1396, 730, 1415]
crossword-column-number: 3	[680, 1272, 685, 1281]
crossword-cell[interactable]	[655, 1321, 674, 1340]
crossword-column-number: 9	[792, 1272, 797, 1281]
poem-line: Ήλιος με τ' όνομα της αυγής	[457, 370, 571, 381]
crossword-grid	[636, 1284, 806, 1453]
phone-number: 234-311	[576, 850, 609, 860]
phone-row	[418, 839, 611, 850]
problem-title: ΤΑ «ΔΟΝΤΙΑ»	[485, 718, 544, 728]
poem-line: και είσαι στα μάτια σου	[467, 382, 562, 393]
